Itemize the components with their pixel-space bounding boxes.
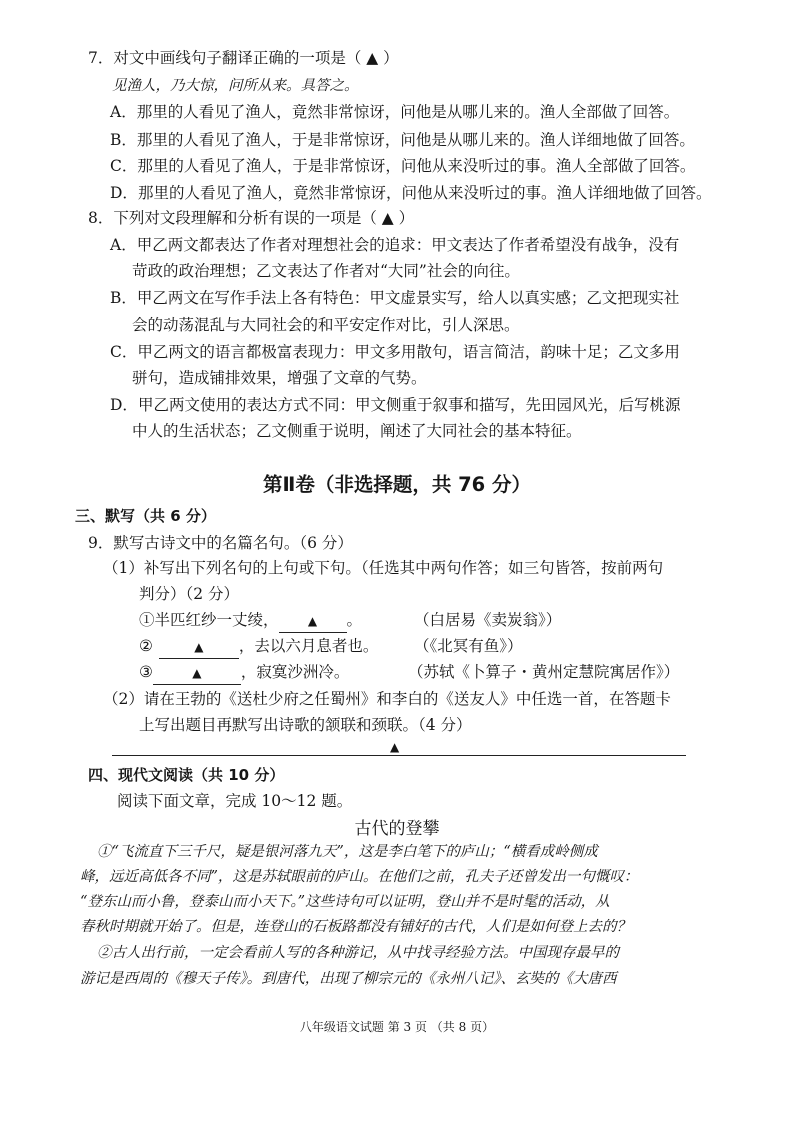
option-text: 那里的人看见了渔人，于是非常惊讶，问他是从哪儿来的。渔人详细地做了回答。 [136,131,695,149]
article-paragraph-1-line: “登东山而小鲁，登泰山而小天下。”这些诗句可以证明，登山并不是时髦的活动，从 [80,894,610,910]
q7-option-d [110,182,711,204]
article-paragraph-1-line: 春秋时期就开始了。但是，连登山的石板路都没有铺好的古代，人们是如何登上去的？ [80,919,631,935]
part2-heading: 第Ⅱ卷（非选择题，共 76 分） [262,473,532,496]
option-text: 甲乙两文的语言都极富表现力：甲文多用散句，语言简洁，韵味十足；乙文多用 [137,343,680,361]
item-marker: ③ [139,663,153,681]
option-text: 甲乙两文都表达了作者对理想社会的追求：甲文表达了作者希望没有战争，没有 [136,236,680,254]
q9-sub1-line1: （1）补写出下列名句的上句或下句。（任选其中两句作答；如三句皆答，按前两句 [103,559,664,577]
section4-heading: 四、现代文阅读（共 10 分） [88,766,285,784]
q8-option-b-line2: 会的动荡混乱与大同社会的和平安定作对比，引人深思。 [132,316,520,334]
q8-option-c-line2: 骈句，造成铺排效果，增强了文章的气势。 [132,369,427,387]
q9-sub1-line2: 判分）（2 分） [139,585,240,603]
q8-option-d-line1 [110,394,680,416]
option-label: C． [110,157,138,175]
item-before: 半匹红纱一丈绫， [154,611,279,629]
recitation-item-2 [139,635,378,659]
q9-sub2-line2: 上写出题目再默写出诗歌的颔联和颈联。（4 分） [139,716,472,734]
q8-stem: 8．下列对文段理解和分析有误的一项是（ ▲ ） [88,209,415,227]
option-label: C． [110,343,138,361]
triangle-mark-icon: ▲ [194,640,204,654]
article-paragraph-1-line: ①“飞流直下三千尺，疑是银河落九天”，这是李白笔下的庐山；“横看成岭侧成 [97,844,598,860]
recitation-item-3 [139,661,349,685]
q9-stem: 9．默写古诗文中的名篇名句。（6 分） [88,534,353,552]
option-text: 那里的人看见了渔人，竟然非常惊讶，问他从来没听过的事。渔人详细地做了回答。 [137,184,712,202]
option-label: D． [110,184,138,202]
q7-quoted-sentence: 见渔人，乃大惊，问所从来。具答之。 [112,78,359,94]
item-marker: ① [139,611,155,629]
q8-option-d-line2: 中人的生活状态；乙文侧重于说明，阐述了大同社会的基本特征。 [132,422,582,440]
recitation-item-2-source: （《北冥有鱼》） [414,637,523,655]
q9-sub2-line1: （2）请在王勃的《送杜少府之任蜀州》和李白的《送友人》中任选一首，在答题卡 [103,690,671,708]
item-marker: ② [139,637,153,655]
item-after: ，去以六月息者也。 [238,637,379,655]
option-text: 甲乙两文使用的表达方式不同：甲文侧重于叙事和描写，先田园风光，后写桃源 [137,396,681,414]
answer-triangle-icon: ▲ [390,740,400,754]
article-paragraph-2-line: 游记是西周的《穆天子传》。到唐代，出现了柳宗元的《永州八记》、玄奘的《大唐西 [80,971,617,987]
q8-option-a-line2: 苛政的政治理想；乙文表达了作者对“大同”社会的向往。 [132,262,520,280]
q7-option-c [110,155,695,177]
q7-option-b [110,129,695,151]
option-label: A． [110,103,137,121]
q7-option-a [110,101,679,123]
option-text: 那里的人看见了渔人，竟然非常惊讶，问他是从哪儿来的。渔人全部做了回答。 [136,103,680,121]
q8-option-c-line1 [110,341,680,363]
option-label: D． [110,396,138,414]
option-label: B． [110,289,137,307]
option-text: 甲乙两文在写作手法上各有特色：甲文虚景实写，给人以真实感；乙文把现实社 [136,289,680,307]
article-title: 古代的登攀 [354,819,440,839]
q8-option-a-line1 [110,234,679,256]
option-label: A． [110,236,137,254]
answer-blank [159,635,239,659]
option-text: 那里的人看见了渔人，于是非常惊讶，问他从来没听过的事。渔人全部做了回答。 [137,157,696,175]
answer-blank [279,609,347,633]
item-after: 。 [346,611,363,629]
article-paragraph-1-line: 峰，远近高低各不同”，这是苏轼眼前的庐山。在他们之前，孔夫子还曾发出一句慨叹： [80,869,639,885]
recitation-item-3-source: （苏轼《卜算子・黄州定慧院寓居作》） [408,663,680,681]
recitation-item-1 [139,609,362,633]
recitation-item-1-source: （白居易《卖炭翁》） [414,611,562,629]
q8-option-b-line1 [110,287,679,309]
option-label: B． [110,131,137,149]
article-paragraph-2-line: ②古人出行前，一定会看前人写的各种游记，从中找寻经验方法。中国现存最早的 [97,945,619,961]
triangle-mark-icon: ▲ [307,614,318,628]
answer-line [112,755,686,756]
triangle-mark-icon: ▲ [192,666,202,680]
section3-heading: 三、默写（共 6 分） [75,507,216,525]
section4-intro: 阅读下面文章，完成 10～12 题。 [117,792,353,810]
q7-stem: 7．对文中画线句子翻译正确的一项是（ ▲ ） [88,49,399,67]
page-footer: 八年级语文试题 第 3 页 （共 8 页） [299,1020,495,1034]
answer-blank [153,661,241,685]
item-after: ，寂寞沙洲冷。 [240,663,350,681]
